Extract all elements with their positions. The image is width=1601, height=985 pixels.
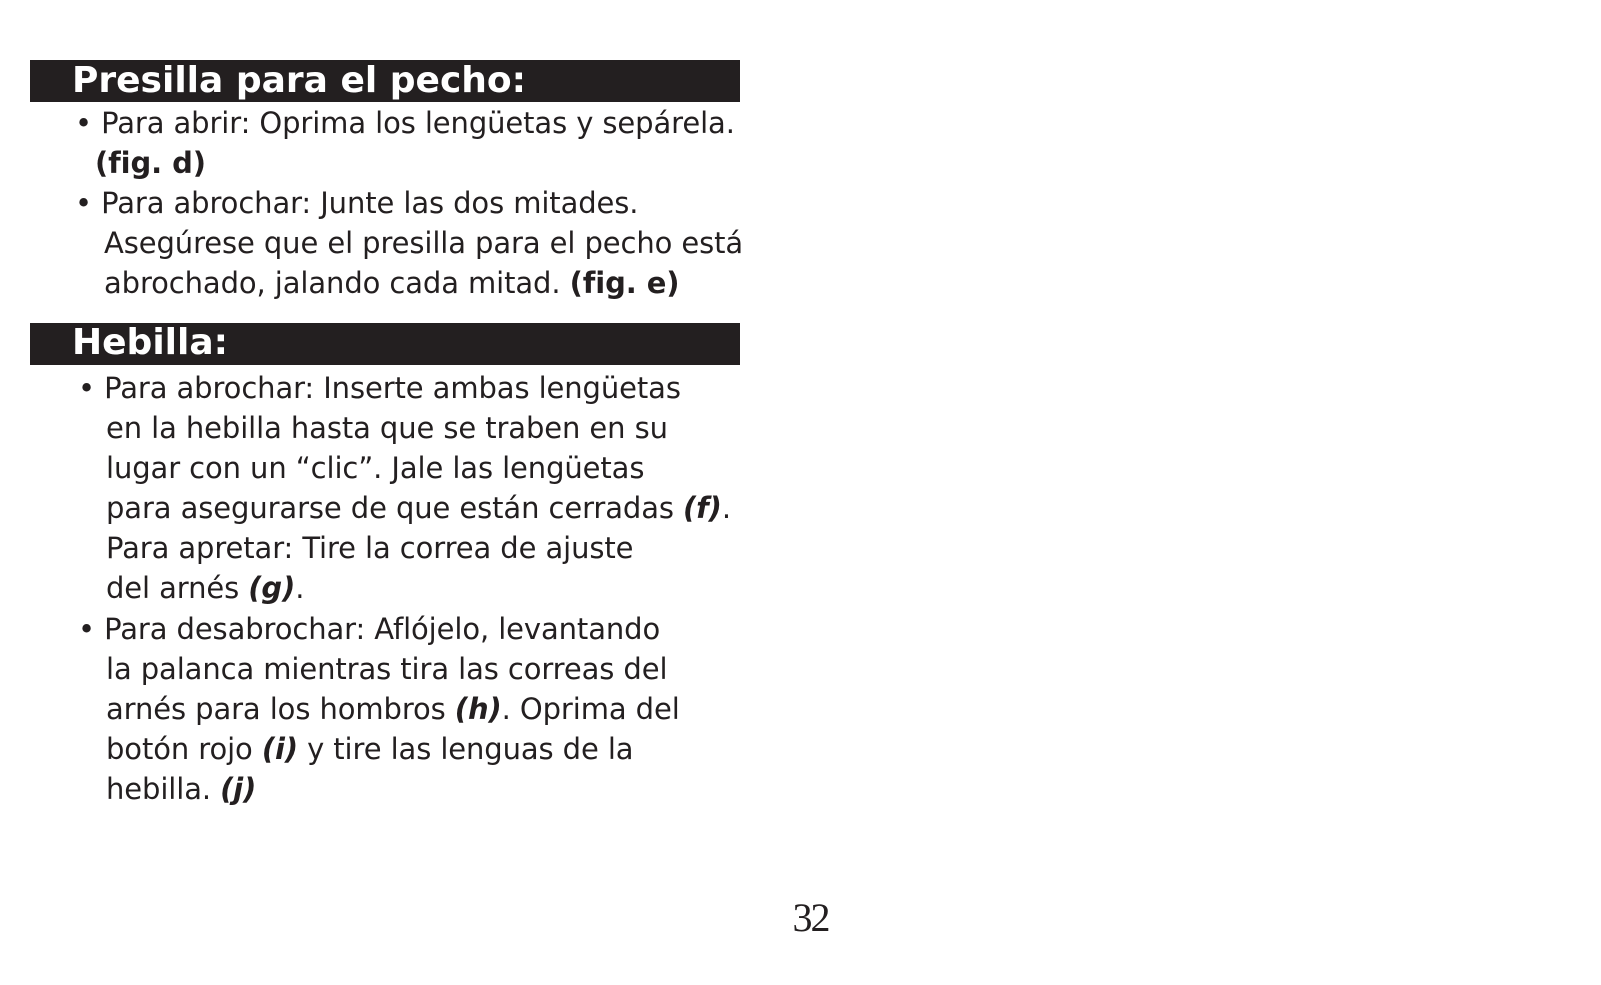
instruction-line	[106, 528, 633, 568]
list-item	[78, 368, 681, 408]
instruction-text: Para abrochar: Inserte ambas lengüetas	[104, 371, 681, 405]
figure-reference: (j)	[220, 772, 257, 806]
instruction-text: Para abrir: Oprima los lengüetas y sepárela.	[101, 106, 735, 140]
instruction-line	[106, 488, 731, 528]
instruction-text: hebilla.	[106, 772, 211, 806]
figure-reference: (f)	[683, 491, 722, 525]
instruction-text: abrochado, jalando cada mitad.	[104, 266, 561, 300]
instruction-line	[104, 223, 743, 263]
instruction-text: arnés para los hombros	[106, 692, 446, 726]
instruction-text: lugar con un “clic”. Jale las lengüetas	[106, 451, 645, 485]
instruction-text: Para apretar: Tire la correa de ajuste	[106, 531, 634, 565]
instruction-line	[106, 769, 256, 809]
instruction-text: Para abrochar: Junte las dos mitades.	[101, 186, 639, 220]
figure-reference: (h)	[454, 692, 502, 726]
instruction-line	[95, 143, 206, 183]
section-title-buckle: Hebilla:	[72, 322, 229, 363]
bullet: •	[78, 371, 96, 405]
instruction-text: Para desabrochar: Aflójelo, levantando	[104, 612, 661, 646]
punctuation: .	[721, 491, 731, 525]
list-item	[78, 609, 660, 649]
instruction-line	[106, 729, 633, 769]
instruction-text: del arnés	[106, 571, 240, 605]
instruction-line	[106, 689, 680, 729]
figure-reference: (fig. d)	[95, 146, 206, 180]
list-item	[75, 183, 638, 223]
page-number: 32	[792, 895, 829, 940]
instruction-text: Asegúrese que el presilla para el pecho está	[104, 226, 744, 260]
bullet: •	[75, 106, 93, 140]
instruction-text: para asegurarse de que están cerradas	[106, 491, 674, 525]
instruction-line	[106, 408, 668, 448]
figure-reference: (g)	[248, 571, 296, 605]
punctuation: .	[295, 571, 305, 605]
bullet: •	[78, 612, 96, 646]
section-title-chest-clip: Presilla para el pecho:	[72, 60, 527, 101]
list-item	[75, 103, 735, 143]
instruction-text: . Oprima del	[501, 692, 680, 726]
figure-reference: (i)	[261, 732, 298, 766]
figure-reference: (fig. e)	[569, 266, 680, 300]
instruction-text: y tire las lenguas de la	[307, 732, 634, 766]
instruction-text: botón rojo	[106, 732, 253, 766]
instruction-line	[106, 568, 304, 608]
instruction-text: la palanca mientras tira las correas del	[106, 652, 668, 686]
instruction-line	[104, 263, 679, 303]
instruction-line	[106, 448, 644, 488]
bullet: •	[75, 186, 93, 220]
instruction-text: en la hebilla hasta que se traben en su	[106, 411, 668, 445]
instruction-line	[106, 649, 667, 689]
